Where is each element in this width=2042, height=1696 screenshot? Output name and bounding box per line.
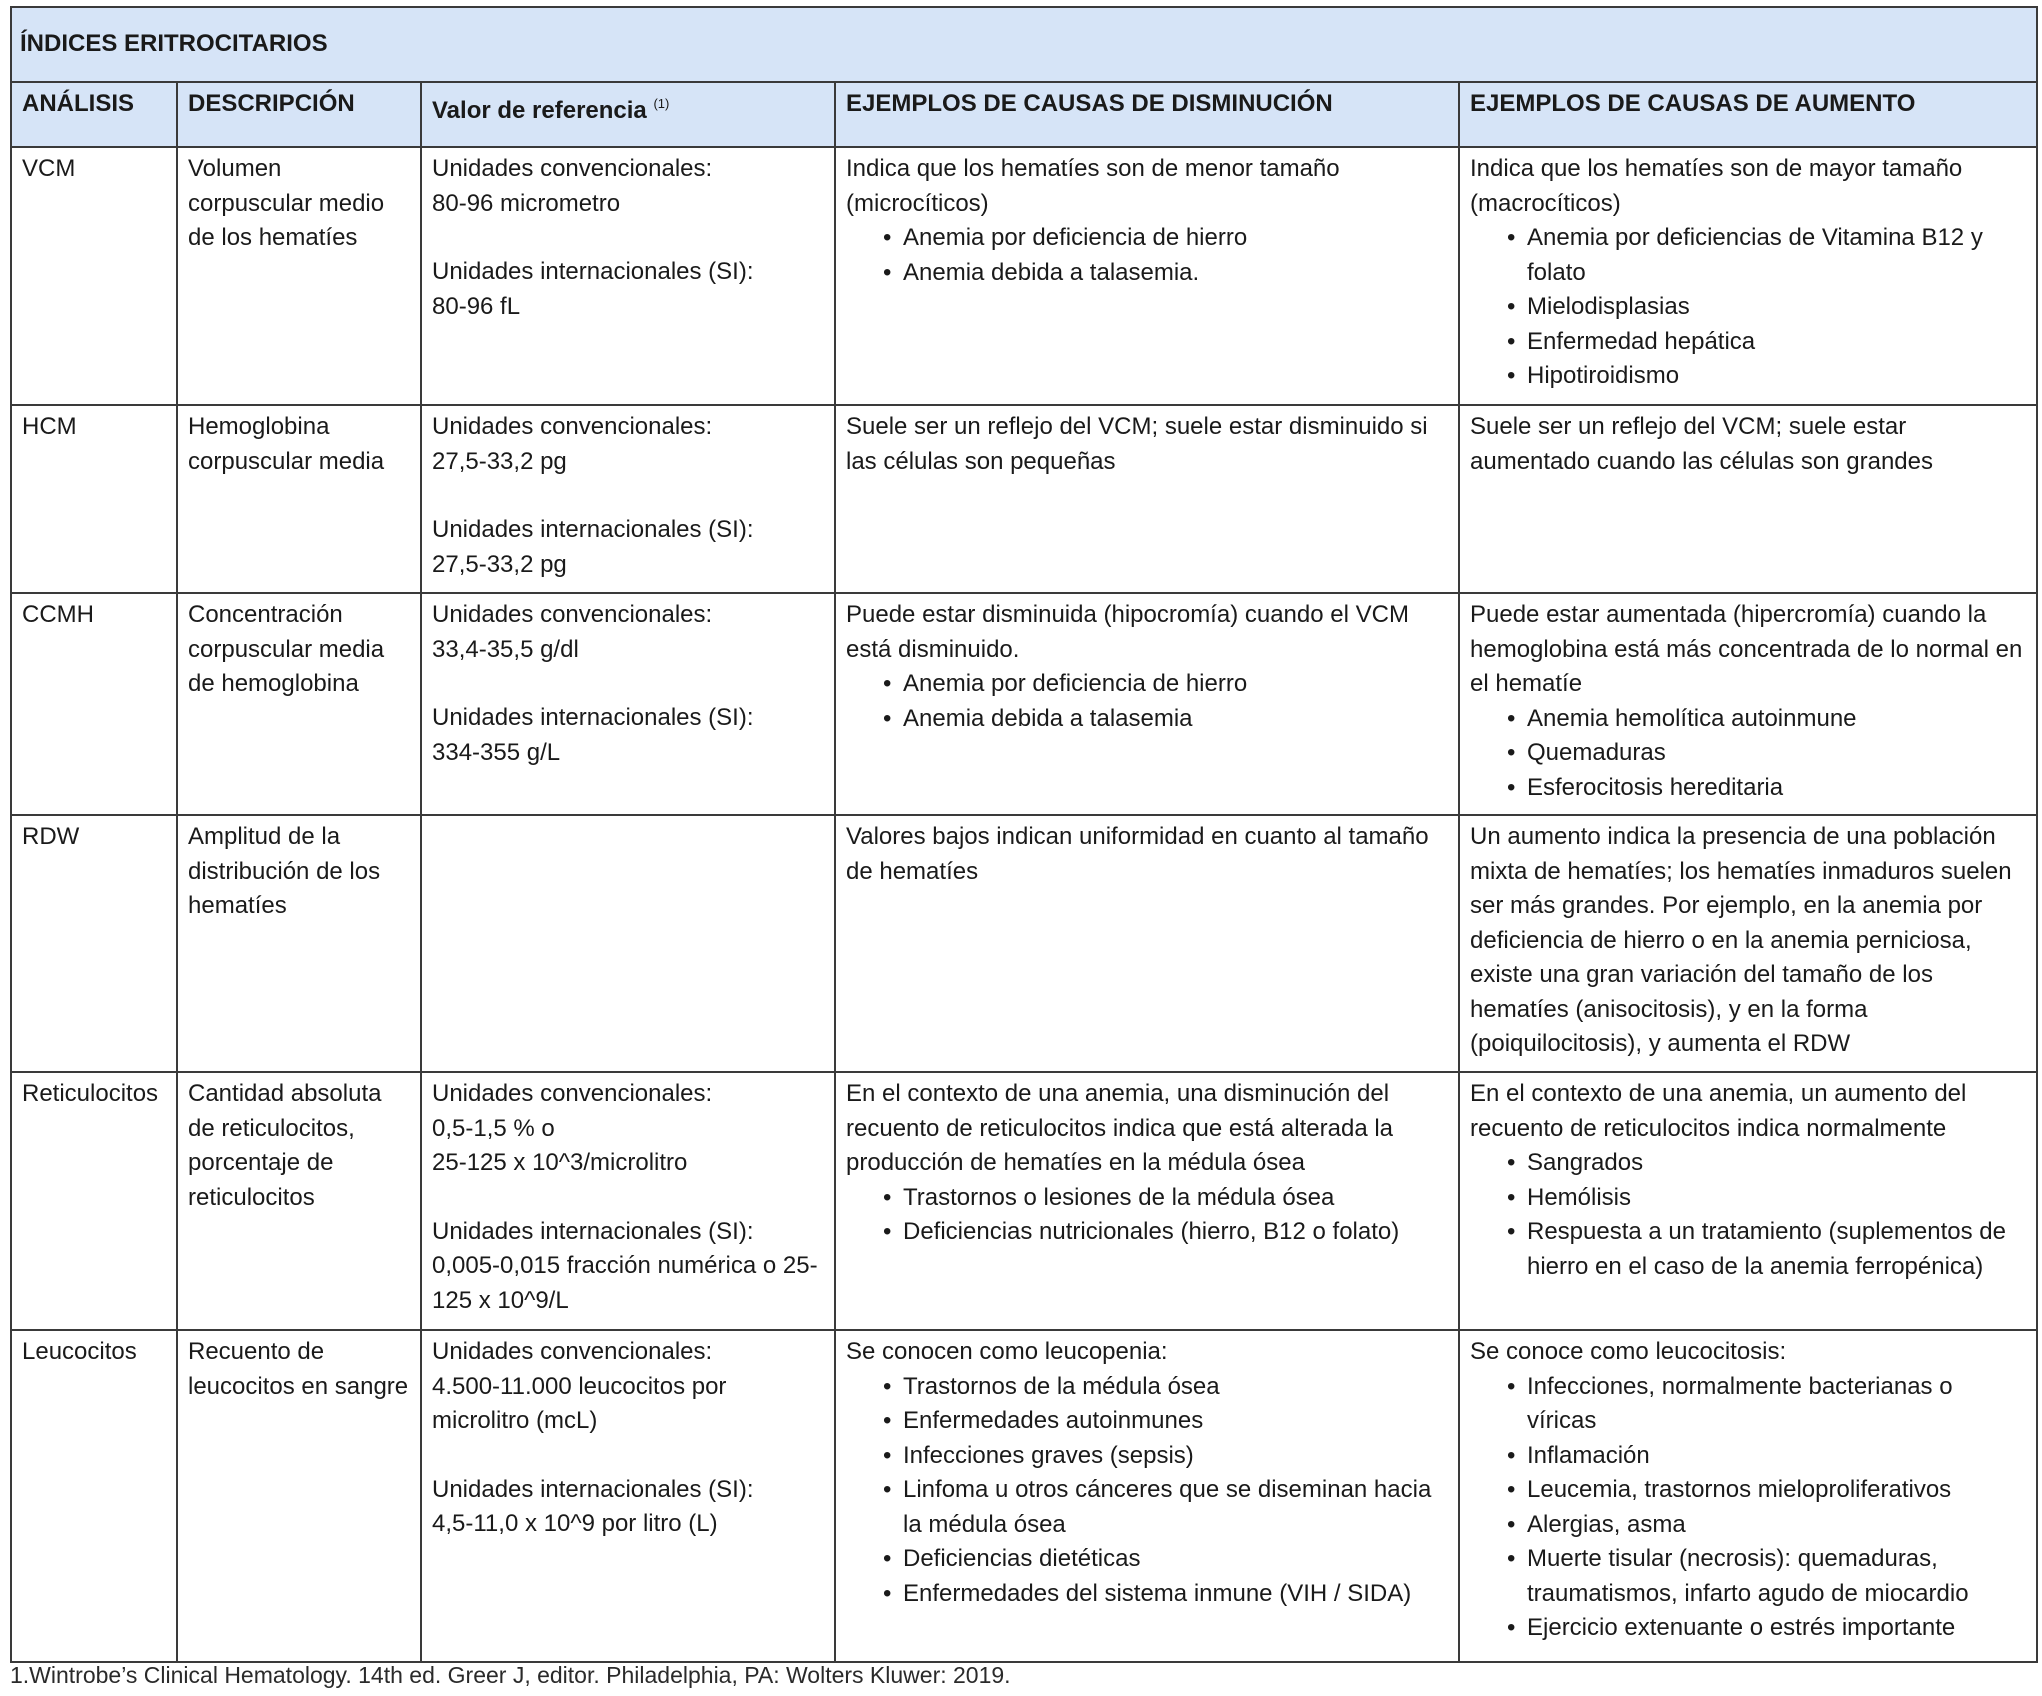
cell-disminucion [835,1072,1459,1330]
ref-conv-label: Unidades convencionales: [432,1338,713,1365]
header-disminucion: EJEMPLOS DE CAUSAS DE DISMINUCIÓN [835,82,1459,147]
ref-conv-label: Unidades convencionales: [432,1080,713,1107]
ref-conv-label: Unidades convencionales: [432,155,713,182]
dis-text: Suele ser un reflejo del VCM; suele estar disminuido si las células son pequeñas [846,413,1428,475]
list-item: • Linfoma u otros cánceres que se diseminan hacia la médula ósea [903,1473,1448,1542]
erythrocyte-indices-table [10,6,2038,1663]
cell-disminucion [835,405,1459,593]
list-item: • Enfermedades del sistema inmune (VIH / SIDA) [903,1577,1448,1612]
dis-list [846,1370,1448,1612]
aum-text: Suele ser un reflejo del VCM; suele estar aumentado cuando las células son grandes [1470,413,1933,475]
ref-conv-value: 80-96 micrometro [432,189,621,217]
dis-list [846,667,1448,736]
aum-list [1470,221,2026,394]
list-item: • Quemaduras [1527,736,2026,771]
ref-conv-value: 27,5-33,2 pg [432,447,567,475]
cell-referencia [421,815,835,1072]
cell-analisis: Leucocitos [11,1330,177,1662]
cell-analisis: CCMH [11,593,177,815]
cell-descripcion: Hemoglobina corpuscular media [177,405,421,593]
ref-si-label: Unidades internacionales (SI): [432,1475,754,1503]
ref-si-value: 4,5-11,0 x 10^9 por litro (L) [432,1510,718,1537]
ref-conv-value-2: 25-125 x 10^3/microlitro [432,1149,688,1176]
list-item: • Enfermedad hepática [1527,325,2026,360]
cell-descripcion: Recuento de leucocitos en sangre [177,1330,421,1662]
list-item: • Anemia debida a talasemia [903,702,1448,737]
ref-si-label: Unidades internacionales (SI): [432,704,754,731]
aum-text: Un aumento indica la presencia de una población mixta de hematíes; los hematíes inmaduros suelen ser más grandes. Por ejemplo, en la anemia por deficiencia de hierro o en la anemia perniciosa, existe una gran variación del tamaño de los hematíes (anisocitosis), y en la forma (poiquilocitosis), y aumenta el RDW [1470,823,2012,1057]
ref-conv-value: 33,4-35,5 g/dl [432,635,579,663]
cell-referencia [421,1072,835,1330]
cell-aumento [1459,405,2037,593]
cell-disminucion [835,815,1459,1072]
list-item: • Muerte tisular (necrosis): quemaduras, traumatismos, infarto agudo de miocardio [1527,1542,2026,1611]
cell-analisis: Reticulocitos [11,1072,177,1330]
table-row [11,593,2037,815]
aum-list [1470,1370,2026,1646]
cell-referencia [421,147,835,405]
list-item: • Deficiencias nutricionales (hierro, B12 o folato) [903,1215,1448,1250]
cell-aumento [1459,593,2037,815]
cell-descripcion: Cantidad absoluta de reticulocitos, porcentaje de reticulocitos [177,1072,421,1330]
table-row [11,147,2037,405]
cell-descripcion: Volumen corpuscular medio de los hematíes [177,147,421,405]
cell-referencia [421,405,835,593]
dis-text: Indica que los hematíes son de menor tamaño (microcíticos) [846,155,1340,217]
list-item: • Infecciones graves (sepsis) [903,1439,1448,1474]
list-item: • Anemia por deficiencia de hierro [903,667,1448,702]
list-item: • Enfermedades autoinmunes [903,1404,1448,1439]
cell-aumento [1459,147,2037,405]
list-item: • Anemia por deficiencia de hierro [903,221,1448,256]
list-item: • Respuesta a un tratamiento (suplementos de hierro en el caso de la anemia ferropénica) [1527,1215,2026,1284]
list-item: • Deficiencias dietéticas [903,1542,1448,1577]
ref-si-value: 27,5-33,2 pg [432,550,567,578]
list-item: • Esferocitosis hereditaria [1527,771,2026,806]
ref-conv-label: Unidades convencionales: [432,601,713,628]
list-item: • Trastornos de la médula ósea [903,1370,1448,1405]
aum-list [1470,1146,2026,1284]
dis-list [846,1181,1448,1250]
ref-conv-value: 0,5-1,5 % o [432,1114,555,1142]
aum-text: En el contexto de una anemia, un aumento del recuento de reticulocitos indica normalmente [1470,1080,1967,1142]
ref-conv-label: Unidades convencionales: [432,413,713,440]
ref-si-value: 334-355 g/L [432,738,561,766]
table-header-row [11,82,2037,147]
table-row [11,1072,2037,1330]
list-item: • Anemia hemolítica autoinmune [1527,702,2026,737]
cell-aumento [1459,815,2037,1072]
cell-analisis: RDW [11,815,177,1072]
table-row [11,405,2037,593]
ref-si-label: Unidades internacionales (SI): [432,1217,754,1245]
list-item: • Hemólisis [1527,1181,2026,1216]
ref-si-value: 0,005-0,015 fracción numérica o 25-125 x 10^9/L [432,1252,818,1314]
aum-text: Se conoce como leucocitosis: [1470,1338,1787,1365]
list-item: • Anemia por deficiencias de Vitamina B12 y folato [1527,221,2026,290]
aum-text: Indica que los hematíes son de mayor tamaño (macrocíticos) [1470,155,1963,217]
list-item: • Leucemia, trastornos mieloproliferativos [1527,1473,2026,1508]
ref-si-label: Unidades internacionales (SI): [432,516,754,543]
cell-descripcion: Concentración corpuscular media de hemoglobina [177,593,421,815]
cell-aumento [1459,1072,2037,1330]
header-aumento: EJEMPLOS DE CAUSAS DE AUMENTO [1459,82,2037,147]
list-item: • Anemia debida a talasemia. [903,256,1448,291]
list-item: • Trastornos o lesiones de la médula ósea [903,1181,1448,1216]
header-referencia-label: Valor de referencia [432,97,647,124]
dis-text: Valores bajos indican uniformidad en cuanto al tamaño de hematíes [846,823,1429,885]
cell-analisis: VCM [11,147,177,405]
table-title-row [11,7,2037,82]
list-item: • Mielodisplasias [1527,290,2026,325]
list-item: • Inflamación [1527,1439,2026,1474]
aum-list [1470,702,2026,806]
table-row [11,1330,2037,1662]
header-analisis: ANÁLISIS [11,82,177,147]
dis-text: Se conocen como leucopenia: [846,1338,1168,1365]
list-item: • Hipotiroidismo [1527,359,2026,394]
list-item: • Infecciones, normalmente bacterianas o víricas [1527,1370,2026,1439]
dis-text: Puede estar disminuida (hipocromía) cuando el VCM está disminuido. [846,601,1409,663]
list-item: • Alergias, asma [1527,1508,2026,1543]
cell-referencia [421,1330,835,1662]
footnote-reference: 1.Wintrobe’s Clinical Hematology. 14th ed. Greer J, editor. Philadelphia, PA: Wolters Kluwer: 2019. [10,1662,1011,1688]
dis-list [846,221,1448,290]
cell-aumento [1459,1330,2037,1662]
ref-si-value: 80-96 fL [432,292,521,320]
cell-disminucion [835,1330,1459,1662]
ref-conv-value: 4.500-11.000 leucocitos por microlitro (mcL) [432,1372,727,1434]
document-page [10,6,2036,1663]
table-row [11,815,2037,1072]
aum-text: Puede estar aumentada (hipercromía) cuando la hemoglobina está más concentrada de lo normal en el hematíe [1470,601,2023,697]
list-item: • Ejercicio extenuante o estrés importante [1527,1611,2026,1646]
table-title: ÍNDICES ERITROCITARIOS [11,7,2037,82]
cell-descripcion: Amplitud de la distribución de los hematíes [177,815,421,1072]
ref-si-label: Unidades internacionales (SI): [432,258,754,285]
cell-disminucion [835,147,1459,405]
footnote-marker: (1) [653,96,670,111]
dis-text: En el contexto de una anemia, una disminución del recuento de reticulocitos indica que está alterada la producción de hematíes en la médula ósea [846,1080,1394,1176]
list-item: • Sangrados [1527,1146,2026,1181]
header-referencia [421,82,835,147]
cell-referencia [421,593,835,815]
header-descripcion: DESCRIPCIÓN [177,82,421,147]
cell-disminucion [835,593,1459,815]
cell-analisis: HCM [11,405,177,593]
